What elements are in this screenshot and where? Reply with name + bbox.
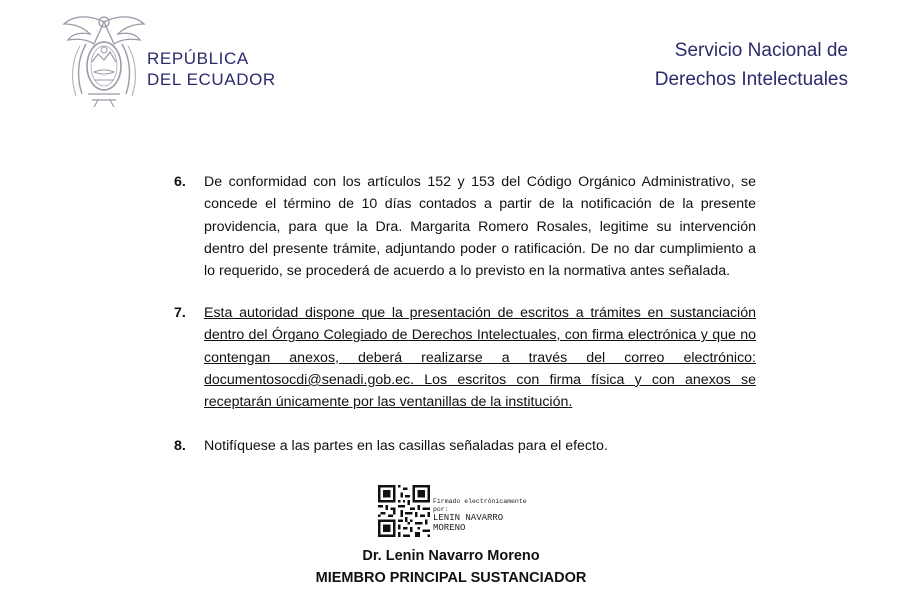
paragraph-text: Notifíquese a las partes en las casillas señaladas para el efecto. [204,438,608,454]
paragraph-text: De conformidad con los artículos 152 y 153 del Código Orgánico Administrativo, se concede el término de 10 días contados a partir de la notificación de la presente providencia, para que la Dra. Margarita Romero Rosales, legitime su intervención dentro del presente trámite, adjuntando poder o ratificación. De no dar cumplimiento a lo requerido, se procederá de acuerdo a lo previsto en la normativa antes señalada. [204,174,756,280]
signature-stamp-name-2: MORENO [433,522,466,533]
coat-of-arms-icon [58,10,150,110]
paragraph-number: 7. [174,305,186,321]
paragraph-item-8 [174,435,756,457]
paragraph-item-7 [174,302,756,413]
paragraph-item-6 [174,171,756,282]
document-header [0,0,904,120]
electronic-signature-stamp [378,485,538,537]
republic-line-1: REPÚBLICA [147,49,249,68]
signer-block [300,545,602,589]
signature-stamp-label: Firmado electrónicamente por: [433,498,527,513]
paragraph-text-underlined: Esta autoridad dispone que la presentación de escritos a trámites en sustanciación dentro del Órgano Colegiado de Derechos Intelectuales, con firma electrónica y que no contengan anexos, deberá realizarse a través del correo electrónico: documentosocdi@senadi.gob.ec. Los escritos con firma física y con anexos se receptarán únicamente por las ventanillas de la institución. [204,305,756,411]
signature-stamp-name-1: LENIN NAVARRO [433,513,504,523]
republic-line-2: DEL ECUADOR [147,70,276,89]
institution-line-1: Servicio Nacional de [674,40,848,61]
institution-name [655,36,848,94]
qr-code-icon [378,485,430,537]
republic-logo-text [147,48,276,90]
paragraph-number: 6. [174,174,186,190]
signer-name: Dr. Lenin Navarro Moreno [362,548,540,564]
signature-stamp-text [433,498,538,533]
paragraph-number: 8. [174,438,186,454]
signer-title: MIEMBRO PRINCIPAL SUSTANCIADOR [315,570,587,586]
institution-line-2: Derechos Intelectuales [654,69,848,90]
